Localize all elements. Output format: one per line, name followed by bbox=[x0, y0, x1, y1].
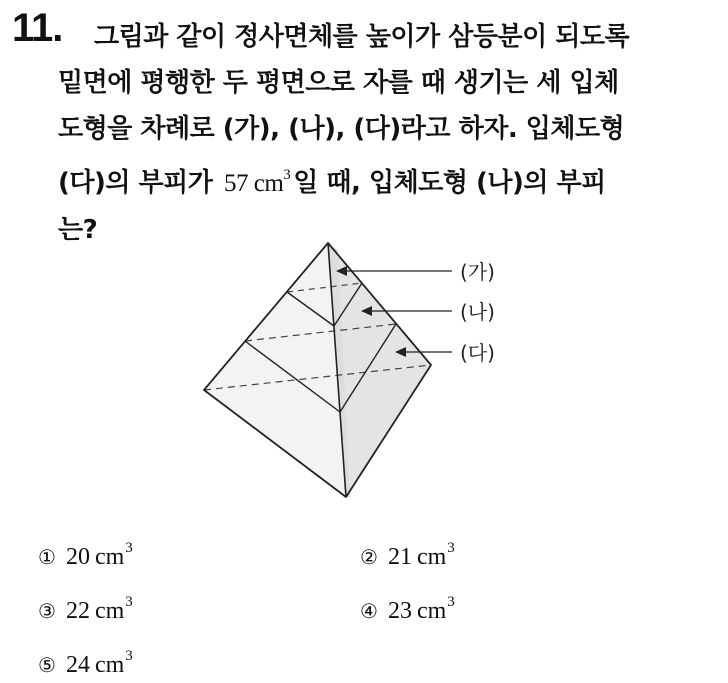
label-da: (다) bbox=[460, 341, 495, 365]
choice-3-value: 22 bbox=[65, 598, 90, 624]
stem-line-4-after: 일 때, 입체도형 (나)의 부피 bbox=[293, 168, 606, 198]
choice-3-unit: cm bbox=[94, 598, 125, 624]
choice-4-value: 23 bbox=[387, 598, 412, 624]
choice-5-mark: ⑤ bbox=[38, 653, 56, 677]
label-na: (나) bbox=[460, 300, 495, 324]
choice-4-mark: ④ bbox=[360, 599, 378, 623]
choice-5-exp: 3 bbox=[125, 648, 133, 664]
choice-1-unit: cm bbox=[94, 544, 125, 570]
given-volume-exponent: 3 bbox=[283, 167, 291, 183]
label-ga: (가) bbox=[460, 260, 495, 284]
given-volume-unit: cm bbox=[253, 170, 284, 197]
choice-1-exp: 3 bbox=[125, 540, 133, 556]
question-number: 11. bbox=[12, 6, 63, 50]
choice-3-mark: ③ bbox=[38, 599, 56, 623]
choice-1-mark: ① bbox=[38, 545, 56, 569]
stem-line-4-before: (다)의 부피가 bbox=[58, 168, 213, 198]
choice-2[interactable] bbox=[360, 533, 455, 572]
choice-1-value: 20 bbox=[65, 544, 90, 570]
choice-2-value: 21 bbox=[387, 544, 412, 570]
stem-line-1: 그림과 같이 정사면체를 높이가 삼등분이 되도록 bbox=[94, 22, 630, 52]
choice-3[interactable] bbox=[38, 587, 133, 626]
choice-2-unit: cm bbox=[416, 544, 447, 570]
stem-line-3: 도형을 차례로 (가), (나), (다)라고 하자. 입체도형 bbox=[58, 114, 625, 144]
choice-5-value: 24 bbox=[65, 652, 90, 678]
choice-4-exp: 3 bbox=[447, 594, 455, 610]
choice-2-exp: 3 bbox=[447, 540, 455, 556]
choice-4[interactable] bbox=[360, 587, 455, 626]
choice-2-mark: ② bbox=[360, 545, 378, 569]
given-volume bbox=[223, 167, 291, 197]
choice-3-exp: 3 bbox=[125, 594, 133, 610]
choice-5[interactable] bbox=[38, 641, 133, 680]
choice-1[interactable] bbox=[38, 533, 133, 572]
stem-line-5: 는? bbox=[58, 215, 98, 245]
question-stem bbox=[58, 14, 718, 253]
choice-4-unit: cm bbox=[416, 598, 447, 624]
given-volume-value: 57 bbox=[223, 170, 248, 197]
left-face bbox=[204, 243, 346, 497]
stem-line-2: 밑면에 평행한 두 평면으로 자를 때 생기는 세 입체 bbox=[58, 68, 619, 98]
choice-5-unit: cm bbox=[94, 652, 125, 678]
stem-line-4 bbox=[58, 152, 718, 207]
tetrahedron-figure bbox=[196, 236, 516, 506]
